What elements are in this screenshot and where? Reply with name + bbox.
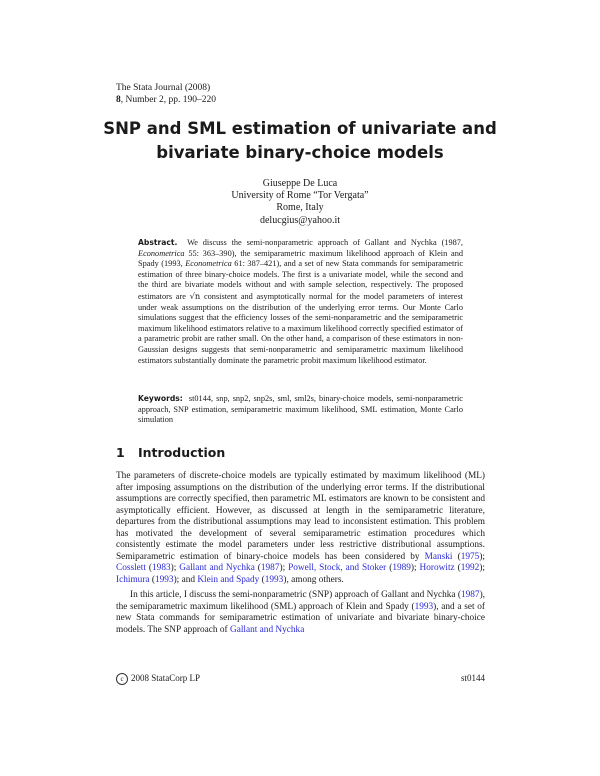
p1-text-b: ) after imposing assumptions on the distribution of the underlying error terms. If the distributional assumptions are correctly specified, then parametric (116, 471, 485, 504)
citation-year-link[interactable]: 1993 (154, 574, 174, 585)
p1-text-d: , among others. (286, 574, 344, 585)
p2-snp-1: SNP (312, 590, 330, 600)
citation-link[interactable]: Cosslett (116, 563, 146, 573)
intro-paragraph-2 (116, 590, 485, 636)
p2-text-e: ), and a set of new Stata commands for semiparametric estimation of univariate and bivariate binary-choice models. The (116, 601, 485, 635)
p2-text-d: ) approach of Klein and Spady ( (293, 601, 415, 612)
title-line-2: bivariate binary-choice models (156, 143, 444, 162)
citation-year-link[interactable]: 1983 (152, 563, 171, 573)
abstract (138, 238, 463, 366)
p2-text-b: ) approach of Gallant and Nychka ( (329, 590, 461, 600)
citation-year-link[interactable]: 1987 (260, 563, 280, 573)
citation-year-link[interactable]: 1992 (460, 563, 480, 573)
section-number: 1 (116, 445, 125, 460)
p2-text-f: approach of (181, 624, 230, 635)
journal-volume-line (116, 94, 216, 106)
citation-link[interactable]: Klein and Spady (197, 574, 260, 585)
p1-ml-1: ML (467, 471, 482, 481)
p2-text-c: ), the semiparametric maximum likelihood ( (116, 590, 485, 612)
author-affiliation: University of Rome “Tor Vergata” (231, 190, 369, 202)
journal-issue-pages: , Number 2, pp. 190–220 (120, 95, 217, 105)
abstract-text-c: 61: 387–421), and a set of new Stata commands for semiparametric estimation of three binary-choice models. The first is a univariate model, while the second and the third are bivariate models without and with sample selection, respectively. The proposed estimators are (138, 259, 463, 301)
citation-year-link[interactable]: 1993 (264, 574, 284, 585)
p1-ml-2: ML (312, 494, 327, 504)
abstract-journal-1: Econometrica (138, 248, 185, 258)
citation-year-link[interactable]: 1987 (460, 590, 480, 600)
p2-text-a: In this article, I discuss the semi-nonparametric ( (130, 590, 313, 600)
p1-text-a: The parameters of discrete-choice models are typically estimated by maximum likelihood ( (116, 471, 468, 481)
sqrt-n: √n (189, 290, 201, 301)
p2-sml-1: SML (273, 601, 294, 612)
intro-paragraph-1: The parameters of discrete-choice models are typically estimated by maximum likelihood (ML) after imposing assumptions on the distribution of the underlying error terms. If the distributional assumptions are correctly specified, then parametric ML estimators are known to be consistent and asymptotically efficient. However, as discussed at length in the semiparametric literature, departures from the distributional assumptions may lead to inconsistent estimation. This problem has motivated the development of several semiparametric estimation procedures which consistently estimate the model parameters under less restrictive distributional assumptions. Semiparametric estimation of binary-choice models has been considered by Manski (1975); Cosslett (1983); Gallant and Nychka (1987); Powell, Stock, and Stoker (1989); Horowitz (1992); Ichimura (1993); and Klein and Spady (1993), among others. (116, 471, 485, 585)
citation-link[interactable]: Ichimura (116, 574, 150, 585)
citation-link[interactable]: Horowitz (419, 563, 455, 573)
citation-link[interactable]: Manski (424, 551, 453, 562)
author-location: Rome, Italy (276, 202, 324, 214)
section-heading (116, 445, 225, 460)
paper-title (90, 117, 510, 165)
journal-header (116, 82, 216, 106)
author-email: delucgius@yahoo.it (259, 214, 341, 226)
keywords-label: Keywords: (138, 394, 183, 403)
citation-link[interactable]: Gallant and Nychka (229, 624, 305, 635)
section-title: Introduction (138, 445, 226, 460)
citation-year-link[interactable]: 1975 (460, 551, 480, 562)
abstract-text-b: 55: 363–390), the semiparametric maximum likelihood approach of Klein and Spady (1993, (138, 248, 463, 269)
keywords (138, 394, 463, 426)
citation-year-link[interactable]: 1993 (414, 601, 434, 612)
citation-year-link[interactable]: 1989 (392, 563, 411, 573)
copyright-text: 2008 StataCorp LP (131, 673, 200, 684)
footer-article-code: st0144 (460, 673, 485, 683)
citation-link[interactable]: Gallant and Nychka (179, 563, 255, 573)
abstract-label: Abstract. (138, 238, 178, 247)
keyword-snp: SNP (173, 404, 189, 414)
author-name: Giuseppe De Luca (262, 178, 338, 189)
abstract-journal-2: Econometrica (185, 259, 232, 269)
keywords-text-c: estimation, Monte Carlo simulation (138, 404, 463, 425)
journal-name: The Stata Journal (2008) (116, 83, 211, 93)
footer-copyright (116, 673, 200, 685)
abstract-text-a: We discuss the semi-nonparametric approach of Gallant and Nychka (1987, (187, 238, 464, 247)
keywords-text-b: estimation, semiparametric maximum likelihood, (188, 404, 361, 414)
abstract-text-d: consistent and asymptotically normal for the model parameters of interest under weak assumptions on the distribution of the underlying error terms. Our Monte Carlo simulations suggest that the efficiency losses of the semi-nonparametric and the semiparametric maximum likelihood estimators relative to a maximum likelihood correctly specified estimator of a parametric probit are rather small. On the other hand, a comparison of these estimators in non-Gaussian designs suggests that semi-nonparametric and semiparametric maximum likelihood estimators substantially dominate the parametric probit maximum likelihood estimator. (138, 291, 463, 365)
citation-link[interactable]: Powell, Stock, and Stoker (288, 563, 387, 573)
keywords-text-a: st0144, snp, snp2, snp2s, sml, sml2s, binary-choice models, semi-nonparametric approach, (138, 394, 463, 414)
keyword-sml: SML (360, 404, 378, 414)
journal-volume: 8 (116, 95, 121, 105)
p1-text-c: estimators are known to be consistent and asymptotically efficient. However, as discussed at length in the semiparametric literature, departures from the distributional assumptions may lead to inconsistent estimation. This problem has motivated the development of several semiparametric estimation procedures which consistently estimate the model parameters under less restrictive distributional assumptions. Semiparametric estimation of binary-choice models has been considered by (116, 494, 485, 562)
section-body (116, 471, 485, 636)
p2-snp-2: SNP (164, 624, 182, 635)
author-block (150, 178, 450, 227)
title-line-1: SNP and SML estimation of univariate and (103, 119, 497, 138)
copyright-icon: c (116, 673, 128, 685)
